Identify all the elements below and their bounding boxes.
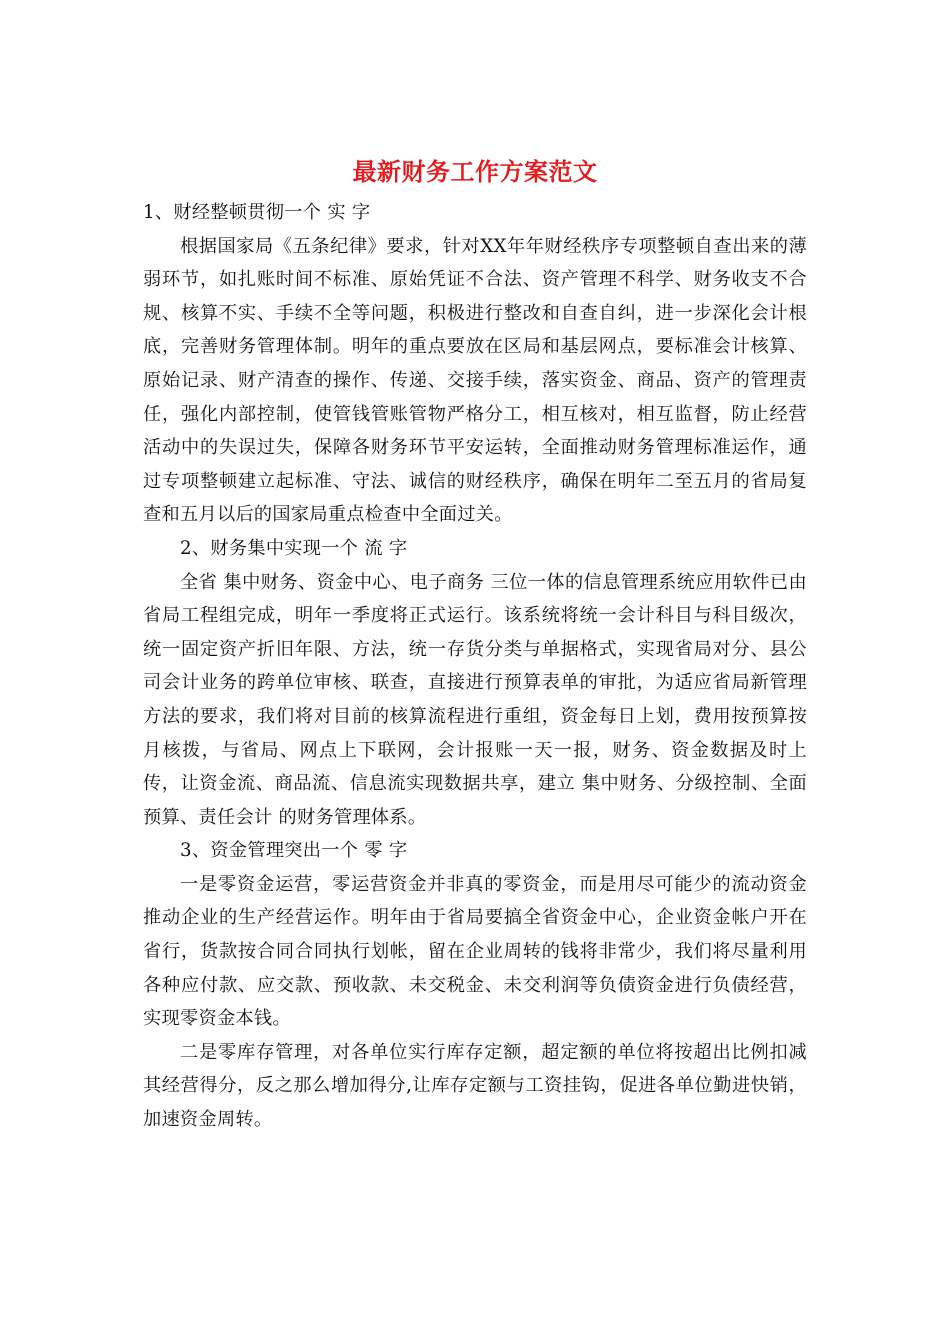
section-paragraph: 一是零资金运营，零运营资金并非真的零资金，而是用尽可能少的流动资金推动企业的生产经营运作。明年由于省局要搞全省资金中心，企业资金帐户开在省行，货款按合同合同执行划帐，留在企业周转的钱将非常少，我们将尽量利用各种应付款、应交款、预收款、未交税金、未交利润等负债资金进行负债经营，实现零资金本钱。 xyxy=(143,873,807,1030)
document-body xyxy=(143,196,807,1137)
section-paragraph: 根据国家局《五条纪律》要求，针对XX年年财经秩序专项整顿自查出来的薄弱环节，如扎账时间不标准、原始凭证不合法、资产管理不科学、财务收支不合规、核算不实、手续不全等问题，积极进行整改和自查自纠，进一步深化会计根底，完善财务管理体制。明年的重点要放在区局和基层网点，要标准会计核算、原始记录、财产清查的操作、传递、交接手续，落实资金、商品、资产的管理责任，强化内部控制，使管钱管账管物严格分工，相互核对，相互监督，防止经营活动中的失误过失，保障各财务环节平安运转，全面推动财务管理标准运作，通过专项整顿建立起标准、守法、诚信的财经秩序，确保在明年二至五月的省局复查和五月以后的国家局重点检查中全面过关。 xyxy=(143,235,807,526)
section-paragraph: 二是零库存管理，对各单位实行库存定额，超定额的单位将按超出比例扣减其经营得分，反之那么增加得分,让库存定额与工资挂钩，促进各单位勤进快销，加速资金周转。 xyxy=(143,1041,807,1131)
document-title: 最新财务工作方案范文 xyxy=(352,157,598,186)
section-heading: 3、资金管理突出一个 零 字 xyxy=(180,840,408,862)
section-heading: 2、财务集中实现一个 流 字 xyxy=(180,537,408,559)
section-heading: 1、财经整顿贯彻一个 实 字 xyxy=(143,202,371,223)
section-paragraph: 全省 集中财务、资金中心、电子商务 三位一体的信息管理系统应用软件已由省局工程组完成，明年一季度将正式运行。该系统将统一会计科目与科目级次，统一固定资产折旧年限、方法，统一存货分类与单据格式，实现省局对分、县公司会计业务的跨单位审核、联查，直接进行预算表单的审批，为适应省局新管理方法的要求，我们将对目前的核算流程进行重组，资金每日上划，费用按预算按月核拨，与省局、网点上下联网，会计报账一天一报，财务、资金数据及时上传，让资金流、商品流、信息流实现数据共享，建立 集中财务、分级控制、全面预算、责任会计 的财务管理体系。 xyxy=(143,571,807,828)
